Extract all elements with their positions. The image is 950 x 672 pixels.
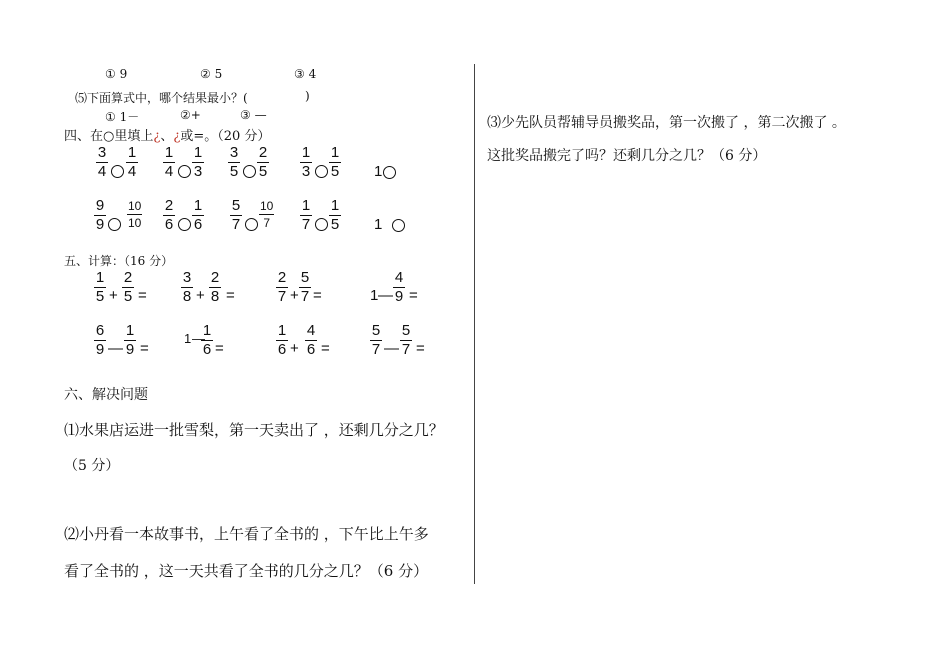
number-one: 1: [184, 331, 192, 346]
answer-circle[interactable]: [383, 166, 396, 179]
fraction: $\frac{1}{7}$: [301, 197, 311, 233]
answer-circle[interactable]: [178, 218, 191, 231]
fraction: $\frac{2}{5}$: [258, 144, 268, 180]
section-4-heading: 四、在○里填上¿、¿或=。（20 分）: [64, 129, 271, 144]
fraction: $\frac{10}{7}$: [260, 199, 274, 230]
choice-q4-3: ③ 4: [294, 67, 317, 81]
equals-sign: =: [215, 340, 224, 357]
problem-1-line-2: （5 分）: [64, 458, 120, 474]
equals-sign: =: [140, 340, 149, 357]
fraction: $\frac{1}{6}$: [202, 322, 212, 358]
fraction: $\frac{10}{10}$: [128, 199, 142, 230]
number-one: 1: [374, 216, 383, 233]
fraction: $\frac{5}{7}$: [401, 322, 411, 358]
equals-sign: =: [409, 287, 418, 304]
choice-q4-2: ② 5: [200, 67, 223, 81]
fraction: $\frac{5}{7}$: [231, 197, 241, 233]
number-one: 1: [374, 163, 383, 180]
compare-mark-1: ¿: [153, 129, 161, 144]
answer-circle[interactable]: [245, 218, 258, 231]
answer-circle[interactable]: [315, 165, 328, 178]
minus-sign: —: [108, 340, 123, 357]
fraction: $\frac{4}{6}$: [306, 322, 316, 358]
equals-sign: =: [226, 287, 235, 304]
question-5-paren: ): [305, 89, 310, 103]
fraction: $\frac{1}{4}$: [127, 144, 137, 180]
number-one: 1: [370, 287, 379, 304]
fraction: $\frac{2}{7}$: [277, 269, 287, 305]
answer-circle[interactable]: [111, 165, 124, 178]
fraction: $\frac{3}{4}$: [97, 144, 107, 180]
plus-sign: +: [290, 340, 299, 357]
fraction: $\frac{5}{7}$: [300, 269, 310, 305]
fraction: $\frac{6}{9}$: [95, 322, 105, 358]
fraction: $\frac{1}{5}$: [330, 197, 340, 233]
fraction: $\frac{3}{5}$: [229, 144, 239, 180]
minus-sign: —: [192, 331, 205, 346]
answer-circle[interactable]: [108, 218, 121, 231]
fraction: $\frac{1}{6}$: [277, 322, 287, 358]
problem-2-line-1: ⑵小丹看一本故事书，上午看了全书的 ，下午比上午多: [64, 525, 429, 543]
problem-2-line-2: 看了全书的 ，这一天共看了全书的几分之几？（6 分）: [64, 562, 429, 580]
fraction: $\frac{1}{3}$: [193, 144, 203, 180]
choice-q5-2: ②+: [180, 108, 201, 122]
answer-circle[interactable]: [315, 218, 328, 231]
minus-sign: —: [384, 340, 399, 357]
fraction: $\frac{4}{9}$: [394, 269, 404, 305]
plus-sign: +: [196, 287, 205, 304]
plus-sign: +: [109, 287, 118, 304]
answer-circle[interactable]: [392, 219, 405, 232]
column-divider: [474, 64, 475, 584]
problem-3-line-1: ⑶少先队员帮辅导员搬奖品，第一次搬了 ，第二次搬了 。: [487, 115, 846, 131]
fraction: $\frac{2}{8}$: [210, 269, 220, 305]
problem-1-line-1: ⑴水果店运进一批雪梨，第一天卖出了 ，还剩几分之几？: [64, 421, 444, 439]
choice-q5-1: ① 1－: [105, 110, 140, 124]
fraction: $\frac{1}{5}$: [330, 144, 340, 180]
answer-circle[interactable]: [178, 165, 191, 178]
fraction: $\frac{3}{8}$: [182, 269, 192, 305]
fraction: $\frac{5}{7}$: [371, 322, 381, 358]
equals-sign: =: [416, 340, 425, 357]
fraction: $\frac{2}{6}$: [164, 197, 174, 233]
fraction: $\frac{1}{6}$: [193, 197, 203, 233]
fraction: $\frac{2}{5}$: [123, 269, 133, 305]
question-5-text: ⑸下面算式中，哪个结果最小？(: [75, 91, 248, 105]
choice-q4-1: ① 9: [105, 67, 128, 81]
section-5-heading: 五、计算：（16 分）: [64, 254, 174, 268]
problem-3-line-2: 这批奖品搬完了吗？还剩几分之几？（6 分）: [487, 148, 767, 164]
fraction: $\frac{1}{5}$: [95, 269, 105, 305]
choice-q5-3: ③ —: [240, 108, 267, 122]
fraction: $\frac{1}{4}$: [164, 144, 174, 180]
fraction: $\frac{9}{9}$: [95, 197, 105, 233]
equals-sign: =: [321, 340, 330, 357]
fraction: $\frac{1}{9}$: [125, 322, 135, 358]
compare-mark-2: ¿: [173, 129, 181, 144]
section-6-heading: 六、解决问题: [64, 387, 148, 403]
equals-sign: =: [313, 287, 322, 304]
answer-circle[interactable]: [243, 165, 256, 178]
fraction: $\frac{1}{3}$: [301, 144, 311, 180]
equals-sign: =: [138, 287, 147, 304]
minus-sign: —: [378, 287, 393, 304]
plus-sign: +: [290, 287, 299, 304]
